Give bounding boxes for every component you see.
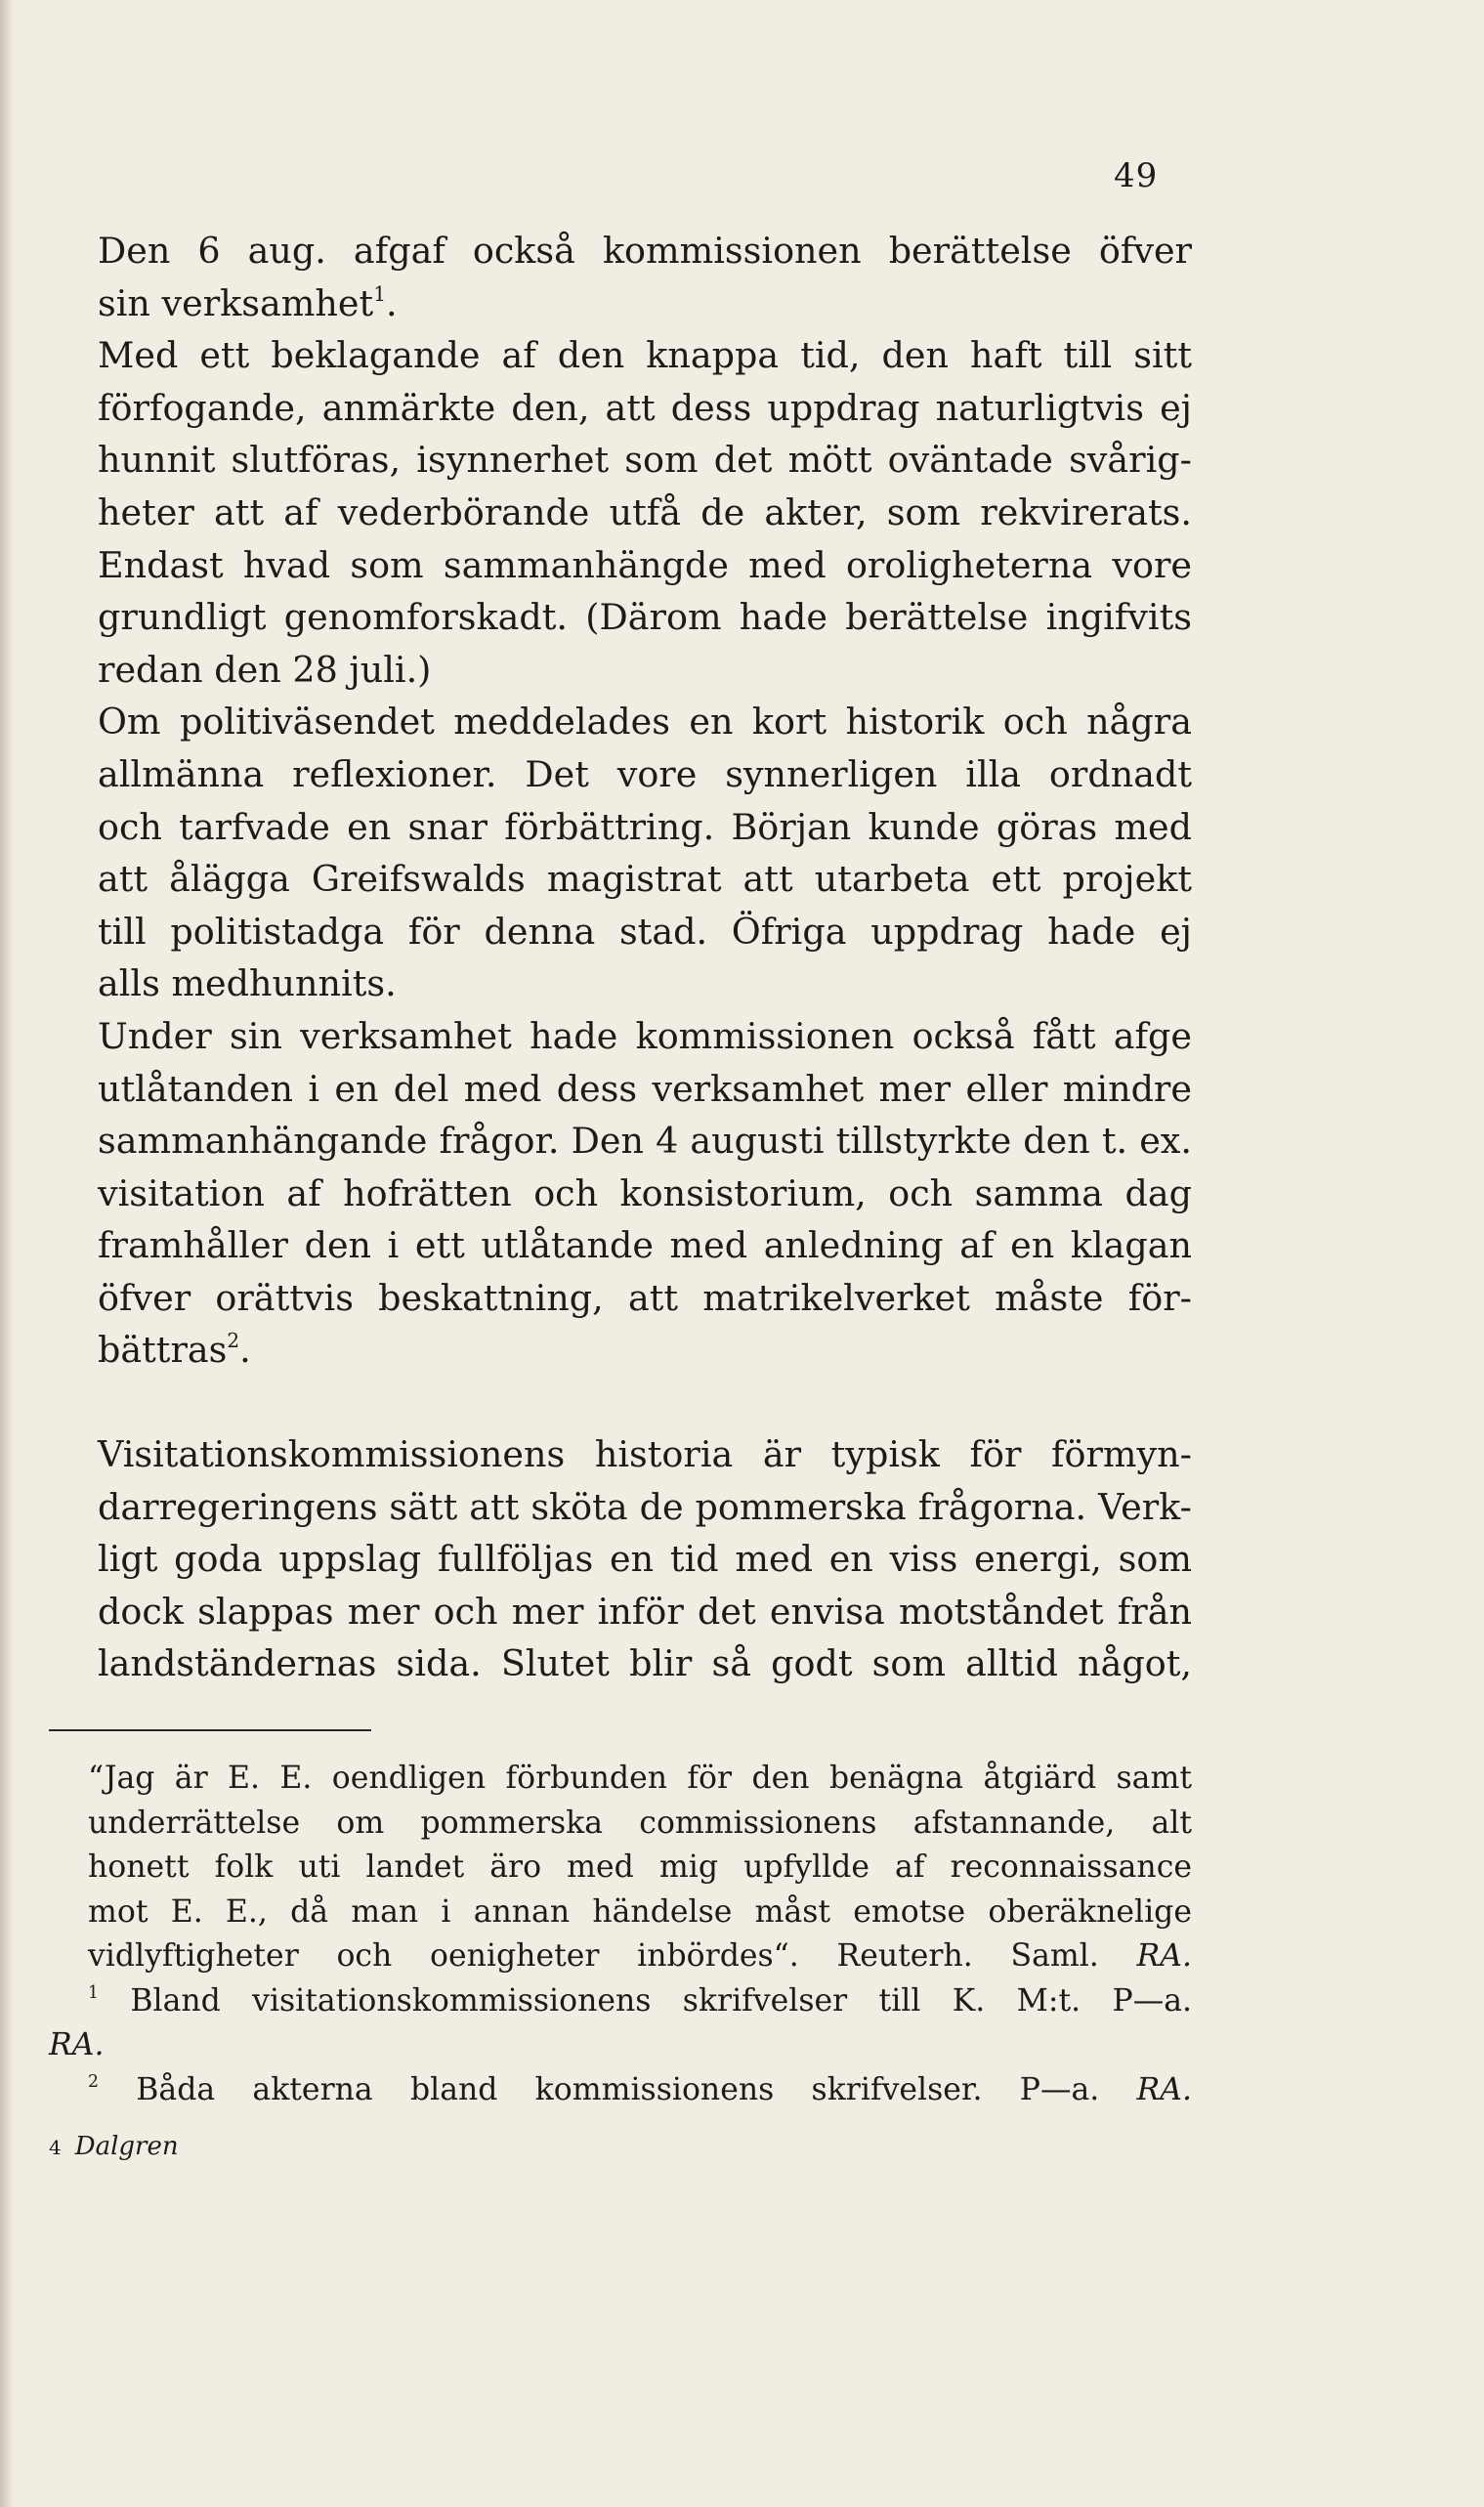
text-line bbox=[49, 1324, 1192, 1377]
text-line: Endast hvad som sammanhängde med oroligheterna vore bbox=[98, 543, 1192, 586]
text-line bbox=[49, 2068, 1192, 2113]
page-edge-shadow bbox=[0, 0, 14, 2507]
text-line: och tarfvade en snar förbättring. Början kunde göras med bbox=[98, 805, 1192, 848]
text-line: “Jag är E. E. oendligen förbunden för den benägna åtgiärd samt bbox=[88, 1761, 1192, 1796]
text-line: redan den 28 juli.) bbox=[98, 648, 432, 691]
footnote-ref-1: 1 bbox=[373, 281, 386, 306]
text-line: förfogande, anmärkte den, att dess uppdrag naturligtvis ej bbox=[98, 386, 1192, 429]
text-line: heter att af vederbörande utfå de akter, som rekvirerats. bbox=[98, 490, 1192, 533]
text-line: landständernas sida. Slutet blir så godt som alltid något, bbox=[98, 1642, 1192, 1685]
text-line: Under sin verksamhet hade kommissionen också fått afge bbox=[98, 1014, 1192, 1057]
footnote-ref-2: 2 bbox=[227, 1329, 240, 1353]
text-line: sammanhängande frågor. Den 4 augusti tillstyrkte den t. ex. bbox=[98, 1120, 1192, 1163]
signature-name: Dalgren bbox=[74, 2132, 179, 2161]
text-line: visitation af hofrätten och konsistorium, och samma dag bbox=[98, 1171, 1192, 1214]
footnote-1-continuation bbox=[49, 2023, 1192, 2068]
page-number: 49 bbox=[1114, 156, 1159, 195]
paragraph-4 bbox=[49, 1010, 1192, 1377]
text-line: darregeringens sätt att sköta de pommerska frågorna. Verk- bbox=[98, 1485, 1192, 1528]
text-fragment: sin verksamhet bbox=[98, 281, 374, 324]
footnote-number: 1 bbox=[88, 1982, 100, 2003]
text-line: Med ett beklagande af den knappa tid, den haft till sitt bbox=[98, 334, 1192, 377]
text-line: utlåtanden i en del med dess verksamhet mer eller mindre bbox=[98, 1067, 1192, 1110]
text-line: dock slappas mer och mer inför det envisa motståndet från bbox=[98, 1590, 1192, 1633]
paragraph-1 bbox=[49, 225, 1192, 329]
text-line bbox=[49, 1934, 1192, 1979]
text-line: alls medhunnits. bbox=[98, 962, 397, 1005]
footnotes bbox=[49, 1757, 1192, 2112]
source-abbrev: RA. bbox=[1136, 2071, 1193, 2107]
source-abbrev: RA. bbox=[1136, 1938, 1192, 1974]
text-fragment: Bland visitationskommissionens skrifvelser till K. M:t. P—a. bbox=[130, 1982, 1192, 2018]
main-text bbox=[49, 225, 1192, 1690]
text-line: Den 6 aug. afgaf också kommissionen berättelse öfver bbox=[98, 230, 1192, 272]
text-line: Visitationskommissionens historia är typisk för förmyn- bbox=[98, 1433, 1192, 1476]
text-fragment: bättras bbox=[98, 1329, 228, 1372]
text-line: grundligt genomforskadt. (Därom hade berättelse ingifvits bbox=[98, 596, 1192, 639]
source-abbrev: RA. bbox=[49, 2027, 105, 2062]
text-fragment: . bbox=[385, 281, 398, 324]
text-fragment: . bbox=[239, 1329, 251, 1372]
text-line: öfver orättvis beskattning, att matrikelverket måste för- bbox=[98, 1276, 1192, 1319]
text-line: att ålägga Greifswalds magistrat att utarbeta ett projekt bbox=[98, 858, 1192, 901]
text-fragment: Båda akterna bland kommissionens skrifvelser. P—a. bbox=[136, 2071, 1100, 2107]
footnote-divider bbox=[49, 1729, 371, 1731]
text-line: hunnit slutföras, isynnerhet som det mött oväntade svårig- bbox=[98, 439, 1192, 482]
paragraph-3 bbox=[49, 696, 1192, 1010]
text-line bbox=[49, 277, 1192, 330]
signature-number: 4 bbox=[49, 2136, 62, 2159]
text-line bbox=[49, 1979, 1192, 2024]
text-line: honett folk uti landet äro med mig upfyllde af reconnaissance bbox=[88, 1849, 1192, 1885]
text-line: allmänna reflexioner. Det vore synnerligen illa ordnadt bbox=[98, 752, 1192, 795]
footnote-number: 2 bbox=[88, 2071, 100, 2092]
paragraph-5 bbox=[49, 1428, 1192, 1690]
text-line: framhåller den i ett utlåtande med anledning af en klagan bbox=[98, 1224, 1192, 1267]
footnote-quote bbox=[49, 1757, 1192, 1979]
text-line: Om politiväsendet meddelades en kort historik och några bbox=[98, 701, 1192, 744]
footnote-2 bbox=[49, 2068, 1192, 2113]
paragraph-2 bbox=[49, 329, 1192, 696]
text-line: underrättelse om pommerska commissionens afstannande, alt bbox=[88, 1805, 1192, 1841]
footnote-1 bbox=[49, 1979, 1192, 2024]
text-fragment: vidlyftigheter och oenigheter inbördes“. Reuterh. Saml. bbox=[88, 1938, 1099, 1974]
text-line: till politistadga för denna stad. Öfriga uppdrag hade ej bbox=[98, 910, 1192, 953]
text-line: mot E. E., då man i annan händelse måst emotse oberäknelige bbox=[88, 1893, 1192, 1930]
text-line: ligt goda uppslag fullföljas en tid med en viss energi, som bbox=[98, 1538, 1192, 1581]
printer-signature bbox=[49, 2132, 179, 2161]
